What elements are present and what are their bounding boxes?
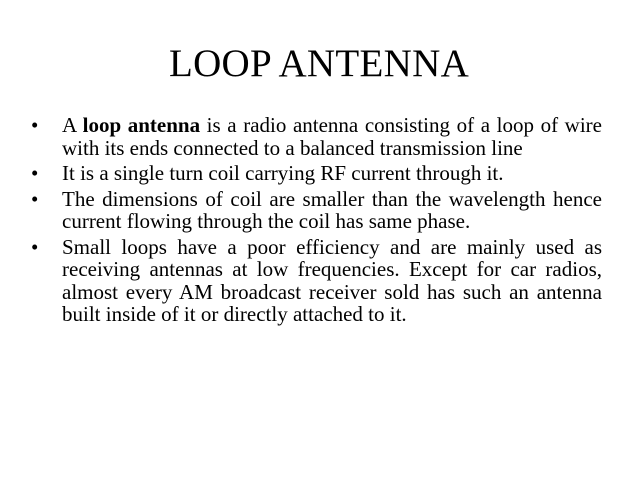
bullet-dot-icon: •: [31, 234, 39, 259]
bullet-dot-icon: •: [31, 113, 39, 137]
bullet-bold-term: loop antenna: [82, 113, 201, 137]
slide-title: LOOP ANTENNA: [168, 42, 470, 85]
bullet-item: [30, 114, 602, 159]
bullet-text: is a radio antenna consisting of a loop of wire with its ends connected to a balanced transmission line: [62, 113, 602, 160]
bullet-text: Small loops have a poor efficiency and are mainly used as receiving antennas at low frequencies. Except for car radios, almost every AM broadcast receiver sold has such an antenna built inside of it or directly attached to it.: [62, 234, 602, 326]
bullet-text: The dimensions of coil are smaller than the wavelength hence current flowing through the coil has same phase.: [62, 186, 602, 233]
bullet-item: [30, 236, 602, 326]
bullet-dot-icon: •: [31, 186, 39, 211]
bullet-text: It is a single turn coil carrying RF current through it.: [62, 161, 504, 185]
bullet-list: [30, 114, 602, 329]
bullet-item: [30, 188, 602, 233]
bullet-text: A: [62, 113, 83, 137]
bullet-dot-icon: •: [31, 161, 39, 185]
bullet-item: [30, 162, 602, 185]
